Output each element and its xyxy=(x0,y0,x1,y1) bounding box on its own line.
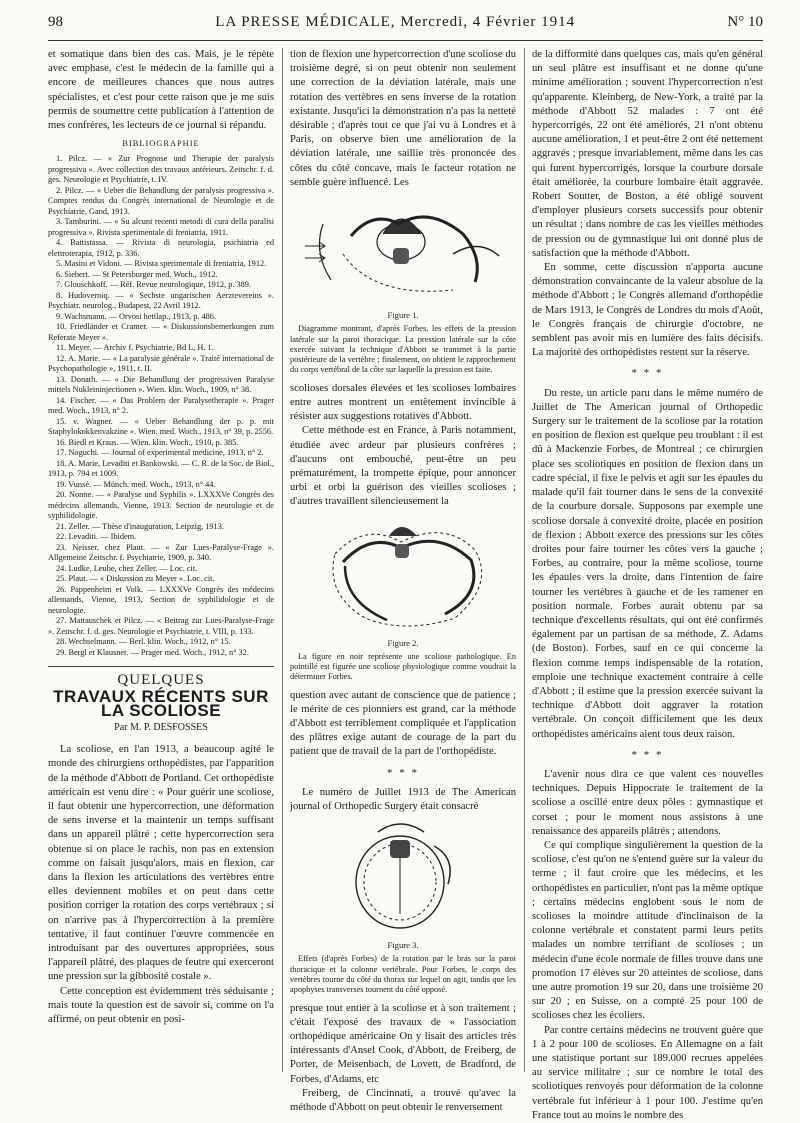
body-paragraph: question avec autant de conscience que de patience ; le mérite de ces pionniers est grand, car la méthode d'Abbott est terriblement compliquée et l'application des plâtres exige autant de courage de la part du patient que de travail de la part de l'orthopédiste. xyxy=(290,689,516,758)
page-header xyxy=(48,14,763,41)
intro-paragraph: et somatique dans bien des cas. Mais, je le répète avec emphase, c'est le médecin de la famille qui a encore de meilleures chances que nous autres spécialistes, et c'est pour cette raison que je me suis permis de soumettre cette publication à l'attention de mes confrères, les lecteurs de ce journal si répandu. xyxy=(48,49,274,132)
body-paragraph: L'avenir nous dira ce que valent ces nouvelles techniques. Depuis Hippocrate le traitement de la scoliose a oscillé entre deux pôles : gymnastique et corset ; pour le moment nous assistons à une renaissance des appareils plâtrés ; attendons. xyxy=(532,768,763,837)
bibliography-entry: 25. Plaut. — « Diskussion zu Meyer ». Loc. cit. xyxy=(56,574,215,584)
bibliography-entry: 5. Masini et Vidoni. — Rivista sperimentale di freniatria, 1912. xyxy=(56,259,267,269)
bibliography-entry: 27. Mattauschek et Pilcz. — « Beitrag zur Lues-Paralyse-Frage ». Zeitschr. f. d. ges. Neurologie et Psychiatrie, t. VIII, p. 133. xyxy=(48,616,274,636)
figure-3-diagram xyxy=(338,818,468,936)
bibliography-entry: 23. Neisser, chez Plaut. — « Zur Lues-Paralyse-Frage ». Allgemeine Zeitschr. f. Psychiatrie, 1909, p. 340. xyxy=(48,542,274,563)
bibliography-entry: 11. Meyer. — Archiv f. Psychiatrie, Bd L, H. 1. xyxy=(56,343,214,353)
page-number: 98 xyxy=(48,14,63,30)
column-3 xyxy=(532,48,763,1123)
figure-1-label: Figure 1. xyxy=(387,310,419,321)
column-2 xyxy=(290,48,516,1115)
body-paragraph: Le numéro de Juillet 1913 de The American journal of Orthopedic Surgery était consacré xyxy=(290,786,516,813)
figure-2-caption: La figure en noir représente une scoliose pathologique. En pointillé est figurée une scoliose physiologique comme voudrait la déterminer Forbes. xyxy=(290,651,516,682)
section-title: QUELQUES xyxy=(117,672,205,689)
figure-2-label: Figure 2. xyxy=(387,637,419,648)
bibliography-entry: 22. Levaditi. — Ibidem. xyxy=(56,532,137,542)
body-paragraph: La scoliose, en l'an 1913, a beaucoup agité le monde des chirurgiens orthopédistes, par l'apparition de la méthode d'Abbott de Portland. Cet orthopédiste américain est venu dire : « Pour guérir une scoliose, il faut obtenir une hypercorrection, une déformation de sens inverse et la maintenir un temps suffisant dans un appareil plâtré ; cette hypercorrection sera obtenue si on place le rachis, non pas en extension comme on faisait jusqu'alors, mais en flexion, car dans la flexion les articulations des vertèbres entre elles deviennent mobiles et on peut dans cette position corriger la rotation des corps vertébraux ; si on n'arrive pas à l'hypercorrection à la première tentative, il faut continuer l'œuvre commencée en introduisant par des ouvertures appropriées, sous l'appareil plâtré, des plaques de feutre qui exerceront une pression sur la gibbosité costale ». xyxy=(48,744,274,983)
bibliography-entry: 1. Pilcz. — « Zur Prognose und Therapie der paralysis progressiva ». Avec collection des travaux antérieurs. Zeitschr. f. d. ges. Neurologie et Psychiatrie, t. IV. xyxy=(48,154,274,185)
bibliography-list xyxy=(48,154,274,658)
column-divider xyxy=(282,48,283,1072)
section-stars: * * * xyxy=(631,367,664,380)
bibliography-entry: 18. A. Marie, Levaditi et Bankowski. — C. R. de la Soc. de Biol., 1913, p. 794 et 1009. xyxy=(48,458,274,479)
body-paragraph: Ce qui complique singulièrement la question de la scoliose, c'est qu'on ne s'entend guère sur la valeur du terme ; il faut croire que les médecins, et les orthopédistes en particulier, n'ont pas la même optique ; certains médecins englobent sous le nom de scolioses la moindre attitude d'inclinaison de la colonne vertébrale et constatent parmi leurs petits malades un nombre terrifiant de scolioses ; un médecin d'une école normale de filles trouve dans une promotion 17 élèves sur 20 atteintes de scoliose, dans une autre promotion 19 sur 20, dans une troisième 20 sur 20 ; en Suisse, on a compté 25 pour 100 de scolioses chez les écoliers. xyxy=(532,839,763,1022)
bibliography-entry: 13. Donath. — « Die Behandlung der progressiven Paralyse mittels Nukleininjectionen ». Wien. klin. Woch., 1909, n° 38. xyxy=(48,374,274,395)
bibliography-entry: 29. Bergl et Klausner. — Prager med. Woch., 1912, n° 32. xyxy=(56,647,249,657)
bibliography-entry: 9. Wachsmann. — Orvosi hetilap., 1913, p. 486. xyxy=(56,311,217,321)
bibliography-entry: 19. Vunsé. — Münch. med. Woch., 1913, n° 44. xyxy=(56,479,216,489)
bibliography-entry: 14. Fischer. — « Das Problem der Paralysetherapie ». Prager med. Woch., 1913, n° 2. xyxy=(48,395,274,416)
section-stars: * * * xyxy=(387,766,419,779)
body-paragraph: En somme, cette discussion n'apporta aucune démonstration convaincante de la valeur absolue de la méthode d'Abbott ; le Congrès allemand d'orthopédie de Mars 1913, le Congrès de Londres du mois d'Août, le Congrès français de chirurgie d'octobre, ne semblent pas avoir mis en lumière des faits décisifs. La majorité des orthopédistes restent sur la réserve. xyxy=(532,262,763,359)
figure-3-caption: Effets (d'après Forbes) de la rotation par le bras sur la paroi thoracique et la colonne vertébrale. Pour Forbes, le corps des vertèbres tourne du côté du thorax sur lequel on agit, tandis que les apophyses transverses tournent du côté opposé. xyxy=(290,954,516,995)
body-paragraph: scolioses dorsales élevées et les scolioses lombaires entre autres montrent un entêtement invincible à résister aux suggestions rotatives d'Abbott. xyxy=(290,382,516,423)
section-rule xyxy=(48,666,274,667)
bibliography-entry: 28. Wechselmann. — Berl. klin. Woch., 1912, n° 15. xyxy=(56,637,231,647)
body-paragraph: presque tout entier à la scoliose et à son traitement ; c'était l'exposé des travaux de « l'association orthopédique américaine On y lisait des articles très intéressants d'Ansel Cook, d'Abbott, de Freiberg, de Porter, de Meisenbach, de Lovett, de Bradford, de Forbes, d'Adams, etc xyxy=(290,1002,516,1085)
figure-3-label: Figure 3. xyxy=(387,940,419,951)
column-divider xyxy=(524,48,525,1072)
author-byline: Par M. P. DESFOSSES xyxy=(114,722,208,734)
bibliography-entry: 10. Friedländer et Cramer. — « Diskussionsbemerkungen zum Referate Meyer ». xyxy=(48,322,274,342)
bibliography-entry: 20. Nonne. — « Paralyse und Syphilis ». LXXXVe Congrès des médecins allemands, Vienne, 1913. Section de neurologie et de syphilidologie. xyxy=(48,490,274,521)
column-1 xyxy=(48,48,274,1027)
bibliography-entry: 24. Ludke, Leube, chez Zeller. — Loc. cit. xyxy=(56,563,198,573)
bibliography-entry: 12. A. Marie. — « La paralysie générale ». Traité international de Psychopathologie », 1911, t. II. xyxy=(48,353,274,374)
issue-number: N° 10 xyxy=(727,14,763,30)
figure-1-diagram xyxy=(303,194,503,306)
bibliography-entry: 4. Battistassa. — Rivista di neurologia, psichiatria ed elettroterapia, 1912, p. 336. xyxy=(48,238,274,258)
bibliography-title: BIBLIOGRAPHIE xyxy=(122,139,200,149)
bibliography-entry: 2. Pilcz. — « Ueber die Behandlung der paralysis progressiva ». Comptes rendus du Congrès international de Neurologie et de Psychiatrie, Gand, 1913. xyxy=(48,185,274,216)
section-stars: * * * xyxy=(631,748,664,761)
section-subtitle: TRAVAUX RÉCENTS SUR LA SCOLIOSE xyxy=(53,686,269,720)
bibliography-entry: 26. Pappenheim et Volk. — LXXXVe Congrès des médecins allemands, Vienne, 1913, Section de syphilidologie et de neurologie. xyxy=(48,584,274,615)
bibliography-entry: 7. Glouschkoff. — Réf. Revue neurologique, 1912, p. 389. xyxy=(56,280,252,290)
body-paragraph: Du reste, un article paru dans le même numéro de Juillet de The American journal of Orthopedic Surgery sur le traitement de la scoliose par la rotation en position de flexion est quelque peu troublant : il est dû à Mackenzie Forbes, de Montreal ; ce chirurgien place ses scoliotiques en position de flexion dans un cadre spécial, il fixe le pelvis et agit sur les épaules du malade qu'il fait tourner dans le sens de la convexité de la courbure dorsale. Supposons par exemple une scoliose dorsale à convexité droite, placée en position de flexion : Abbott exerce des pressions sur les côtes droites pour faire tourner les côtes vers la gauche ; Forbes, au contraire, pour la même scoliose, tourne les épaules vers la droite, dans l'intention de faire tourner les vertèbres à gauche et de les ramener en position normale. Forbes aurait obtenu par sa technique d'excellents résultats, qui ont été confirmés également par un partisan de sa méthode, Z. Adams (de Boston). Forbes, sauf en ce qui concerne la flexion comme temps indispensable de la rotation, emploie une technique exactement contraire à celle d'Abbott ; il estime que la pression exercée suivant la technique d'Abbott doit aggraver la rotation vertébrale. On conçoit difficilement que les deux orthopédistes américains aient tous deux raison. xyxy=(532,387,763,740)
bibliography-entry: 21. Zeller. — Thèse d'inauguration, Leipzig, 1913. xyxy=(56,521,224,531)
bibliography-entry: 16. Biedl et Kraus. — Wien. klin. Woch., 1910, p. 385. xyxy=(56,437,239,447)
body-paragraph: Cette conception est évidemment très séduisante ; mais toute la question est de savoir si, comme on l'a affirmé, on peut obtenir en posi- xyxy=(48,985,274,1026)
figure-2-diagram xyxy=(305,514,501,634)
body-paragraph: de la difformité dans quelques cas, mais qu'en général un seul plâtre est insuffisant et ne donne qu'une minime amélioration ; souvent l'hypercorrection n'est qu'apparente. Kleinberg, de New-York, a traité par la méthode d'Abbott 52 malades : 7 ont été hypercorrigés, 22 ont été améliorés, 21 n'ont obtenu aucune amélioration, 1 et peut-être 2 ont été nettement aggravés ; presque invariablement, même dans les cas qui furent hypercorrigés, lorsque la courbure dorsale était améliorée, la courbure lombaire était aggravée. Robert Soutter, de Boston, a été obligé souvent d'employer plusieurs corsets successifs pour obtenir un résultat ; dans nombre de cas les vieilles méthodes de pression ou de gymnastique lui ont donné plus de satisfaction que la méthode d'Abbott. xyxy=(532,49,763,259)
bibliography-entry: 3. Tamburini. — « Su alcuni recenti metodi di cura della paralisi progressiva ». Rivista sperimentale di freniatria, 1911. xyxy=(48,217,274,237)
body-paragraph: Freiberg, de Cincinnati, a trouvé qu'avec la méthode d'Abbott on peut obtenir le renversement xyxy=(290,1087,516,1114)
bibliography-entry: 8. Hudoverniq. — « Sechste ungarischen Aerztevereins ». Psychiatr. neurolog., Budapest, 22 Avril 1912. xyxy=(48,290,274,311)
bibliography-entry: 6. Siebert. — St Petersburger med. Woch., 1912. xyxy=(56,269,218,279)
figure-1-caption: Diagramme montrant, d'après Forbes, les effets de la pression latérale sur la paroi thoracique. La pression latérale sur la côte exercée suivant la technique d'Abbott se transmet à la partie postérieure de la vertèbre ; finalement, on obtient le rapprochement du corps vertébral de la côte sur laquelle la pression est faite. xyxy=(290,324,516,375)
body-paragraph: Cette méthode est en France, à Paris notamment, étudiée avec ardeur par plusieurs confrères ; d'aucuns ont embouché, peut-être un peu prématurément, la trompette épique, pour annoncer urbi et orbi la guérison des vieilles scolioses ; d'autres travaillent silencieusement la xyxy=(290,425,516,508)
journal-title xyxy=(215,14,575,31)
body-paragraph: tion de flexion une hypercorrection d'une scoliose du troisième degré, si on peut obtenir non seulement une correction de la déviation latérale, mais une rotation des vertèbres en sens inverse de la rotation existante. Jusqu'ici la démonstration n'a pas la netteté désirable ; d'après tout ce que j'ai vu à Londres et à Paris, on observe bien une amélioration de la déviation latérale, une saillie très prononcée des côtes du côté concave, mais le facteur rotation ne semble guère influencé. Les xyxy=(290,49,516,188)
body-paragraph: Par contre certains médecins ne trouvent guère que 1 à 2 pour 100 de scolioses. En Allemagne on a fait une statistique portant sur 189.000 recrues appelées au service militaire ; sur ce nombre le total des scoliotiques renvoyés pour déformation de la colonne vertébrale fut inférieur à 1 pour 100. J'estime qu'en France tout au moins le nombre des xyxy=(532,1024,763,1121)
bibliography-entry: 15. v. Wagner. — « Ueber Behandlung der p. p. mit Staphylokokkenvakzine ». Wien. med. Woch., 1913, n° 39, p. 2556. xyxy=(48,416,274,437)
journal-name: LA PRESSE MÉDICALE, xyxy=(215,14,396,30)
issue-date: Mercredi, 4 Février 1914 xyxy=(400,14,576,30)
bibliography-entry: 17. Noguchi. — Journal of experimental medicine, 1913, n° 2. xyxy=(56,448,264,458)
